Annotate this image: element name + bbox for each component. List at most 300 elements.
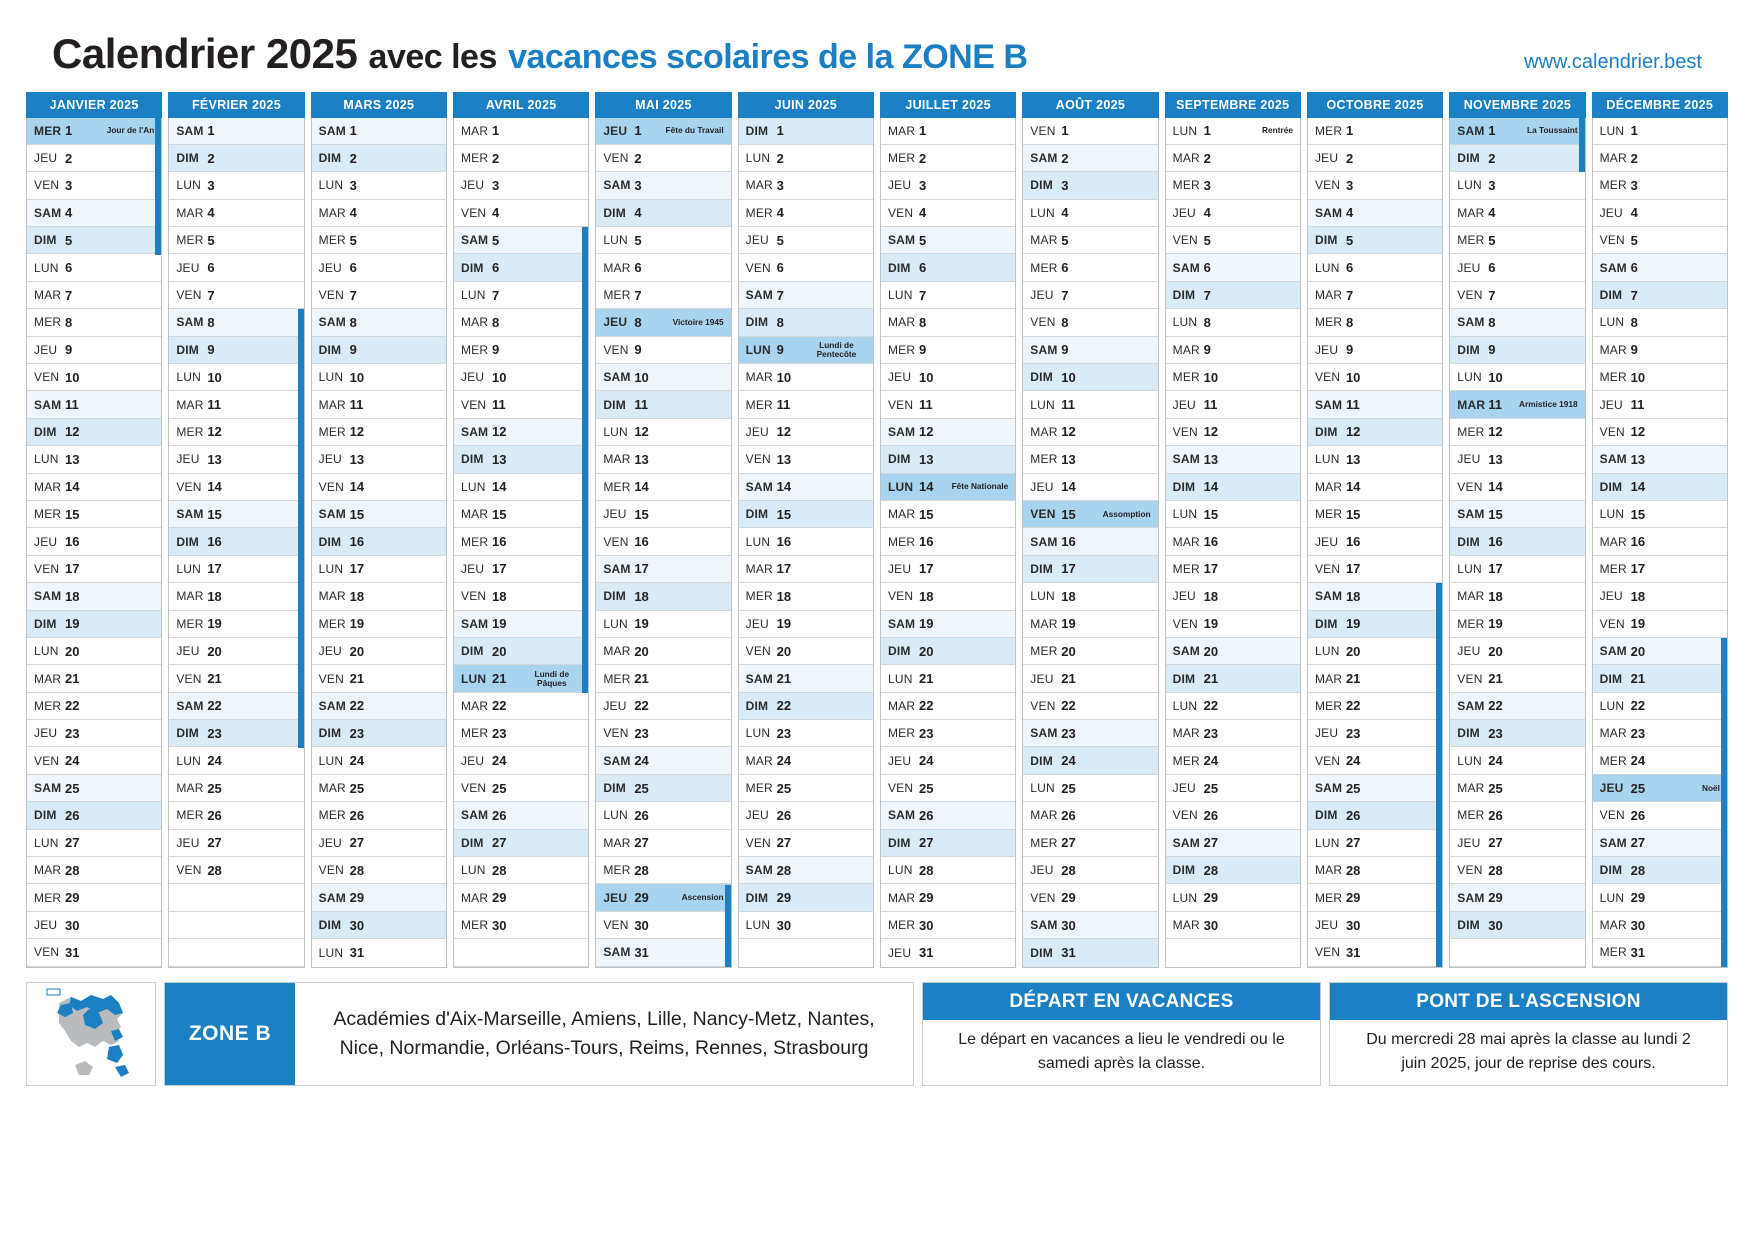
day-cell[interactable] <box>1023 611 1157 638</box>
day-cell[interactable] <box>1023 118 1157 145</box>
day-cell[interactable] <box>1023 501 1157 528</box>
day-cell[interactable] <box>1023 775 1157 802</box>
day-cell[interactable] <box>1593 912 1727 939</box>
day-cell[interactable] <box>1450 227 1584 254</box>
day-cell[interactable] <box>169 419 303 446</box>
day-cell[interactable] <box>1166 200 1300 227</box>
day-cell[interactable] <box>1593 775 1727 802</box>
day-cell[interactable] <box>169 611 303 638</box>
day-cell[interactable] <box>881 446 1015 473</box>
day-cell[interactable] <box>454 720 588 747</box>
day-cell[interactable] <box>881 857 1015 884</box>
day-cell[interactable] <box>27 638 161 665</box>
day-cell[interactable] <box>881 337 1015 364</box>
day-cell[interactable] <box>596 884 730 911</box>
day-cell[interactable] <box>596 720 730 747</box>
day-cell[interactable] <box>1023 446 1157 473</box>
day-cell[interactable] <box>596 939 730 966</box>
day-cell[interactable] <box>27 227 161 254</box>
day-cell[interactable] <box>27 556 161 583</box>
day-cell[interactable] <box>1308 227 1442 254</box>
day-cell[interactable] <box>739 720 873 747</box>
day-cell[interactable] <box>27 364 161 391</box>
day-cell[interactable] <box>1166 419 1300 446</box>
day-cell[interactable] <box>1023 200 1157 227</box>
day-cell[interactable] <box>739 282 873 309</box>
day-cell[interactable] <box>1450 556 1584 583</box>
day-cell[interactable] <box>1023 556 1157 583</box>
day-cell[interactable] <box>312 528 446 555</box>
day-cell[interactable] <box>1166 118 1300 145</box>
day-cell[interactable] <box>1593 611 1727 638</box>
day-cell[interactable] <box>27 337 161 364</box>
day-cell[interactable] <box>312 747 446 774</box>
day-cell[interactable] <box>1308 282 1442 309</box>
day-cell[interactable] <box>596 583 730 610</box>
day-cell[interactable] <box>1308 939 1442 966</box>
day-cell[interactable] <box>739 118 873 145</box>
day-cell[interactable] <box>596 802 730 829</box>
day-cell[interactable] <box>881 227 1015 254</box>
day-cell[interactable] <box>881 282 1015 309</box>
day-cell[interactable] <box>881 884 1015 911</box>
day-cell[interactable] <box>454 118 588 145</box>
day-cell[interactable] <box>454 501 588 528</box>
day-cell[interactable] <box>169 254 303 281</box>
day-cell[interactable] <box>169 638 303 665</box>
day-cell[interactable] <box>169 747 303 774</box>
day-cell[interactable] <box>312 118 446 145</box>
day-cell[interactable] <box>739 802 873 829</box>
day-cell[interactable] <box>596 611 730 638</box>
day-cell[interactable] <box>1166 884 1300 911</box>
day-cell[interactable] <box>169 802 303 829</box>
day-cell[interactable] <box>596 172 730 199</box>
day-cell[interactable] <box>312 884 446 911</box>
day-cell[interactable] <box>1166 912 1300 939</box>
day-cell[interactable] <box>169 665 303 692</box>
day-cell[interactable] <box>739 912 873 939</box>
day-cell[interactable] <box>596 309 730 336</box>
day-cell[interactable] <box>169 775 303 802</box>
day-cell[interactable] <box>596 391 730 418</box>
day-cell[interactable] <box>454 693 588 720</box>
day-cell[interactable] <box>1308 337 1442 364</box>
day-cell[interactable] <box>881 638 1015 665</box>
day-cell[interactable] <box>454 364 588 391</box>
day-cell[interactable] <box>169 172 303 199</box>
day-cell[interactable] <box>169 720 303 747</box>
day-cell[interactable] <box>1593 309 1727 336</box>
day-cell[interactable] <box>1450 611 1584 638</box>
day-cell[interactable] <box>881 556 1015 583</box>
day-cell[interactable] <box>1308 857 1442 884</box>
day-cell[interactable] <box>1308 884 1442 911</box>
day-cell[interactable] <box>1166 830 1300 857</box>
day-cell[interactable] <box>454 528 588 555</box>
day-cell[interactable] <box>1450 693 1584 720</box>
day-cell[interactable] <box>27 611 161 638</box>
day-cell[interactable] <box>312 665 446 692</box>
day-cell[interactable] <box>1450 172 1584 199</box>
day-cell[interactable] <box>881 391 1015 418</box>
day-cell[interactable] <box>1593 282 1727 309</box>
day-cell[interactable] <box>27 912 161 939</box>
day-cell[interactable] <box>739 200 873 227</box>
day-cell[interactable] <box>1166 775 1300 802</box>
day-cell[interactable] <box>1308 501 1442 528</box>
day-cell[interactable] <box>881 939 1015 966</box>
day-cell[interactable] <box>27 802 161 829</box>
day-cell[interactable] <box>312 939 446 966</box>
day-cell[interactable] <box>739 391 873 418</box>
day-cell[interactable] <box>1166 611 1300 638</box>
day-cell[interactable] <box>739 419 873 446</box>
day-cell[interactable] <box>1023 391 1157 418</box>
day-cell[interactable] <box>454 556 588 583</box>
day-cell[interactable] <box>454 830 588 857</box>
day-cell[interactable] <box>1166 747 1300 774</box>
day-cell[interactable] <box>454 172 588 199</box>
day-cell[interactable] <box>312 611 446 638</box>
day-cell[interactable] <box>1023 474 1157 501</box>
day-cell[interactable] <box>27 200 161 227</box>
day-cell[interactable] <box>739 830 873 857</box>
day-cell[interactable] <box>1593 446 1727 473</box>
day-cell[interactable] <box>312 775 446 802</box>
day-cell[interactable] <box>739 556 873 583</box>
day-cell[interactable] <box>881 528 1015 555</box>
day-cell[interactable] <box>1593 884 1727 911</box>
day-cell[interactable] <box>27 282 161 309</box>
day-cell[interactable] <box>739 528 873 555</box>
day-cell[interactable] <box>1023 693 1157 720</box>
day-cell[interactable] <box>1308 830 1442 857</box>
day-cell[interactable] <box>1450 145 1584 172</box>
day-cell[interactable] <box>881 200 1015 227</box>
day-cell[interactable] <box>1450 665 1584 692</box>
day-cell[interactable] <box>739 364 873 391</box>
day-cell[interactable] <box>454 391 588 418</box>
day-cell[interactable] <box>1023 912 1157 939</box>
day-cell[interactable] <box>1166 583 1300 610</box>
day-cell[interactable] <box>1166 693 1300 720</box>
day-cell[interactable] <box>1593 172 1727 199</box>
day-cell[interactable] <box>881 720 1015 747</box>
day-cell[interactable] <box>169 200 303 227</box>
day-cell[interactable] <box>169 282 303 309</box>
day-cell[interactable] <box>169 501 303 528</box>
day-cell[interactable] <box>1308 611 1442 638</box>
day-cell[interactable] <box>454 802 588 829</box>
day-cell[interactable] <box>27 857 161 884</box>
day-cell[interactable] <box>27 747 161 774</box>
day-cell[interactable] <box>881 118 1015 145</box>
day-cell[interactable] <box>596 830 730 857</box>
day-cell[interactable] <box>596 747 730 774</box>
day-cell[interactable] <box>312 254 446 281</box>
day-cell[interactable] <box>1308 419 1442 446</box>
day-cell[interactable] <box>596 254 730 281</box>
day-cell[interactable] <box>739 172 873 199</box>
day-cell[interactable] <box>596 638 730 665</box>
day-cell[interactable] <box>739 775 873 802</box>
day-cell[interactable] <box>881 583 1015 610</box>
day-cell[interactable] <box>1593 227 1727 254</box>
day-cell[interactable] <box>1593 939 1727 966</box>
day-cell[interactable] <box>1593 391 1727 418</box>
day-cell[interactable] <box>169 830 303 857</box>
day-cell[interactable] <box>1308 720 1442 747</box>
day-cell[interactable] <box>596 857 730 884</box>
day-cell[interactable] <box>27 528 161 555</box>
day-cell[interactable] <box>1593 528 1727 555</box>
day-cell[interactable] <box>1023 172 1157 199</box>
day-cell[interactable] <box>169 227 303 254</box>
day-cell[interactable] <box>1450 309 1584 336</box>
day-cell[interactable] <box>596 200 730 227</box>
day-cell[interactable] <box>27 720 161 747</box>
day-cell[interactable] <box>454 227 588 254</box>
day-cell[interactable] <box>312 857 446 884</box>
day-cell[interactable] <box>312 474 446 501</box>
day-cell[interactable] <box>1450 528 1584 555</box>
day-cell[interactable] <box>1023 364 1157 391</box>
day-cell[interactable] <box>312 172 446 199</box>
day-cell[interactable] <box>169 583 303 610</box>
day-cell[interactable] <box>169 337 303 364</box>
day-cell[interactable] <box>1308 775 1442 802</box>
day-cell[interactable] <box>739 501 873 528</box>
day-cell[interactable] <box>1450 118 1584 145</box>
day-cell[interactable] <box>1308 446 1442 473</box>
day-cell[interactable] <box>1593 337 1727 364</box>
day-cell[interactable] <box>881 474 1015 501</box>
day-cell[interactable] <box>739 254 873 281</box>
day-cell[interactable] <box>1308 172 1442 199</box>
day-cell[interactable] <box>881 172 1015 199</box>
day-cell[interactable] <box>1166 172 1300 199</box>
day-cell[interactable] <box>454 638 588 665</box>
day-cell[interactable] <box>881 775 1015 802</box>
day-cell[interactable] <box>1593 419 1727 446</box>
day-cell[interactable] <box>739 227 873 254</box>
day-cell[interactable] <box>1166 254 1300 281</box>
day-cell[interactable] <box>881 693 1015 720</box>
day-cell[interactable] <box>1593 145 1727 172</box>
day-cell[interactable] <box>1023 419 1157 446</box>
day-cell[interactable] <box>27 939 161 966</box>
day-cell[interactable] <box>739 857 873 884</box>
day-cell[interactable] <box>1450 364 1584 391</box>
day-cell[interactable] <box>312 145 446 172</box>
day-cell[interactable] <box>596 528 730 555</box>
day-cell[interactable] <box>1593 857 1727 884</box>
day-cell[interactable] <box>596 665 730 692</box>
day-cell[interactable] <box>1593 200 1727 227</box>
day-cell[interactable] <box>1450 419 1584 446</box>
day-cell[interactable] <box>1308 200 1442 227</box>
day-cell[interactable] <box>1450 446 1584 473</box>
day-cell[interactable] <box>596 775 730 802</box>
day-cell[interactable] <box>1023 309 1157 336</box>
day-cell[interactable] <box>1023 830 1157 857</box>
day-cell[interactable] <box>312 802 446 829</box>
day-cell[interactable] <box>1166 556 1300 583</box>
day-cell[interactable] <box>1450 857 1584 884</box>
day-cell[interactable] <box>1166 638 1300 665</box>
day-cell[interactable] <box>312 720 446 747</box>
day-cell[interactable] <box>1166 309 1300 336</box>
day-cell[interactable] <box>1450 747 1584 774</box>
day-cell[interactable] <box>312 227 446 254</box>
day-cell[interactable] <box>1450 501 1584 528</box>
day-cell[interactable] <box>1593 501 1727 528</box>
day-cell[interactable] <box>454 254 588 281</box>
day-cell[interactable] <box>1166 501 1300 528</box>
day-cell[interactable] <box>27 501 161 528</box>
day-cell[interactable] <box>169 556 303 583</box>
day-cell[interactable] <box>454 474 588 501</box>
day-cell[interactable] <box>1450 638 1584 665</box>
day-cell[interactable] <box>739 446 873 473</box>
day-cell[interactable] <box>739 611 873 638</box>
day-cell[interactable] <box>1166 665 1300 692</box>
day-cell[interactable] <box>27 693 161 720</box>
day-cell[interactable] <box>1308 118 1442 145</box>
day-cell[interactable] <box>739 638 873 665</box>
day-cell[interactable] <box>1023 282 1157 309</box>
day-cell[interactable] <box>1450 884 1584 911</box>
day-cell[interactable] <box>1450 775 1584 802</box>
day-cell[interactable] <box>454 419 588 446</box>
day-cell[interactable] <box>169 474 303 501</box>
day-cell[interactable] <box>596 337 730 364</box>
day-cell[interactable] <box>739 884 873 911</box>
day-cell[interactable] <box>1450 337 1584 364</box>
day-cell[interactable] <box>169 857 303 884</box>
day-cell[interactable] <box>312 337 446 364</box>
day-cell[interactable] <box>1023 583 1157 610</box>
day-cell[interactable] <box>1450 282 1584 309</box>
day-cell[interactable] <box>1023 528 1157 555</box>
day-cell[interactable] <box>27 884 161 911</box>
website-link[interactable]: www.calendrier.best <box>1524 51 1702 73</box>
day-cell[interactable] <box>881 665 1015 692</box>
day-cell[interactable] <box>27 446 161 473</box>
day-cell[interactable] <box>739 474 873 501</box>
day-cell[interactable] <box>27 419 161 446</box>
day-cell[interactable] <box>1450 254 1584 281</box>
day-cell[interactable] <box>1023 884 1157 911</box>
day-cell[interactable] <box>312 282 446 309</box>
day-cell[interactable] <box>1308 145 1442 172</box>
day-cell[interactable] <box>1023 802 1157 829</box>
day-cell[interactable] <box>454 583 588 610</box>
day-cell[interactable] <box>1593 747 1727 774</box>
day-cell[interactable] <box>1308 556 1442 583</box>
day-cell[interactable] <box>1593 474 1727 501</box>
day-cell[interactable] <box>312 830 446 857</box>
day-cell[interactable] <box>1023 665 1157 692</box>
day-cell[interactable] <box>1308 693 1442 720</box>
day-cell[interactable] <box>1593 802 1727 829</box>
day-cell[interactable] <box>1023 939 1157 966</box>
day-cell[interactable] <box>454 665 588 692</box>
day-cell[interactable] <box>1166 857 1300 884</box>
day-cell[interactable] <box>454 611 588 638</box>
day-cell[interactable] <box>1166 364 1300 391</box>
day-cell[interactable] <box>1593 254 1727 281</box>
day-cell[interactable] <box>596 446 730 473</box>
day-cell[interactable] <box>454 145 588 172</box>
day-cell[interactable] <box>1450 802 1584 829</box>
day-cell[interactable] <box>454 747 588 774</box>
day-cell[interactable] <box>596 282 730 309</box>
day-cell[interactable] <box>1166 337 1300 364</box>
day-cell[interactable] <box>596 364 730 391</box>
day-cell[interactable] <box>1166 720 1300 747</box>
day-cell[interactable] <box>312 309 446 336</box>
day-cell[interactable] <box>169 118 303 145</box>
day-cell[interactable] <box>1308 912 1442 939</box>
day-cell[interactable] <box>881 747 1015 774</box>
day-cell[interactable] <box>27 474 161 501</box>
day-cell[interactable] <box>881 611 1015 638</box>
day-cell[interactable] <box>1593 556 1727 583</box>
day-cell[interactable] <box>1023 254 1157 281</box>
day-cell[interactable] <box>1023 145 1157 172</box>
day-cell[interactable] <box>1450 474 1584 501</box>
day-cell[interactable] <box>1166 282 1300 309</box>
day-cell[interactable] <box>27 145 161 172</box>
day-cell[interactable] <box>27 118 161 145</box>
day-cell[interactable] <box>1308 391 1442 418</box>
day-cell[interactable] <box>169 309 303 336</box>
day-cell[interactable] <box>881 364 1015 391</box>
day-cell[interactable] <box>1166 474 1300 501</box>
day-cell[interactable] <box>169 364 303 391</box>
day-cell[interactable] <box>27 775 161 802</box>
day-cell[interactable] <box>1166 145 1300 172</box>
day-cell[interactable] <box>596 118 730 145</box>
day-cell[interactable] <box>1593 638 1727 665</box>
day-cell[interactable] <box>1308 528 1442 555</box>
day-cell[interactable] <box>596 912 730 939</box>
day-cell[interactable] <box>1450 830 1584 857</box>
day-cell[interactable] <box>1593 830 1727 857</box>
day-cell[interactable] <box>596 419 730 446</box>
day-cell[interactable] <box>312 391 446 418</box>
day-cell[interactable] <box>1023 720 1157 747</box>
day-cell[interactable] <box>169 446 303 473</box>
day-cell[interactable] <box>1450 720 1584 747</box>
day-cell[interactable] <box>881 501 1015 528</box>
day-cell[interactable] <box>739 747 873 774</box>
day-cell[interactable] <box>739 337 873 364</box>
day-cell[interactable] <box>312 556 446 583</box>
day-cell[interactable] <box>1166 446 1300 473</box>
day-cell[interactable] <box>881 145 1015 172</box>
day-cell[interactable] <box>1308 583 1442 610</box>
day-cell[interactable] <box>881 419 1015 446</box>
day-cell[interactable] <box>169 528 303 555</box>
day-cell[interactable] <box>312 912 446 939</box>
day-cell[interactable] <box>454 337 588 364</box>
day-cell[interactable] <box>1593 118 1727 145</box>
day-cell[interactable] <box>1308 254 1442 281</box>
day-cell[interactable] <box>881 830 1015 857</box>
